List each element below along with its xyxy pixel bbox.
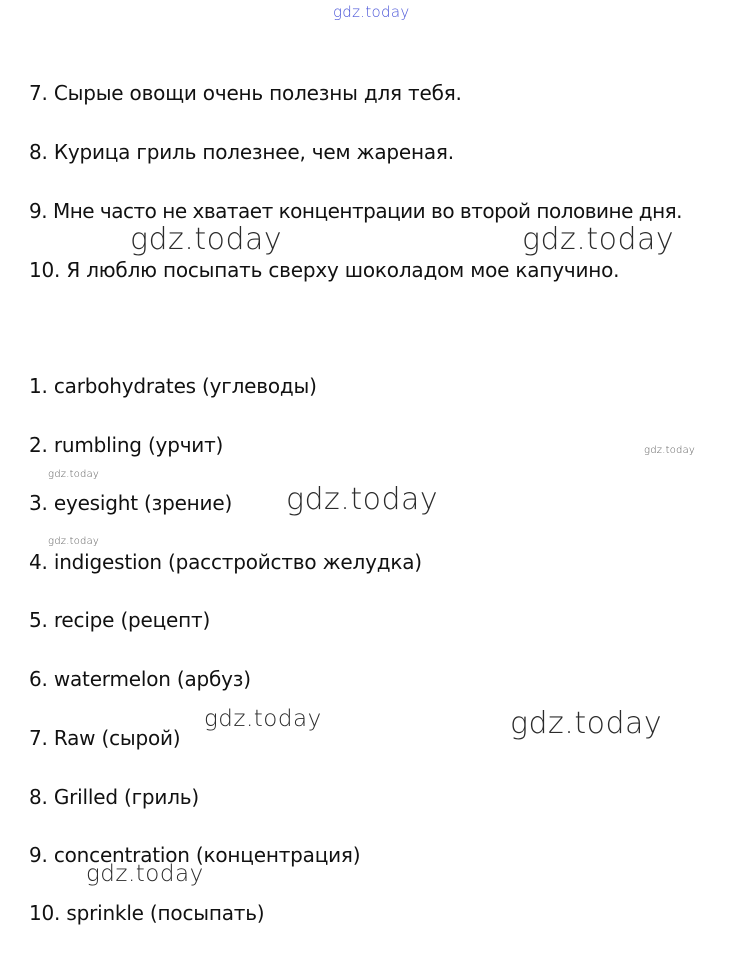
sentence-7: 7. Сырые овощи очень полезны для тебя. [29,81,462,105]
watermark: gdz.today [644,445,696,456]
vocab-item-10: 10. sprinkle (посыпать) [29,901,265,925]
vocab-item-7: 7. Raw (сырой) [29,726,181,750]
vocab-item-3: 3. eyesight (зрение) [29,491,233,515]
vocab-item-5: 5. recipe (рецепт) [29,608,211,632]
watermark: gdz.today [86,861,204,887]
vocab-item-6: 6. watermelon (арбуз) [29,667,251,691]
sentence-9: 9. Мне часто не хватает концентрации во второй половине дня. [29,199,683,223]
vocab-item-8: 8. Grilled (гриль) [29,785,199,809]
vocab-item-2: 2. rumbling (урчит) [29,433,224,457]
sentence-10: 10. Я люблю посыпать сверху шоколадом мое капучино. [29,258,620,282]
vocab-item-9: 9. concentration (концентрация) [29,843,361,867]
sentence-8: 8. Курица гриль полезнее, чем жареная. [29,140,454,164]
watermark: gdz.today [204,706,322,732]
watermark: gdz.today [522,222,675,257]
vocab-item-4: 4. indigestion (расстройство желудка) [29,550,422,574]
watermark: gdz.today [48,469,100,480]
watermark: gdz.today [130,222,283,257]
vocab-item-1: 1. carbohydrates (углеводы) [29,374,317,398]
watermark: gdz.today [510,706,663,741]
watermark: gdz.today [286,482,439,517]
watermark-top: gdz.today [333,3,410,21]
watermark: gdz.today [48,536,100,547]
